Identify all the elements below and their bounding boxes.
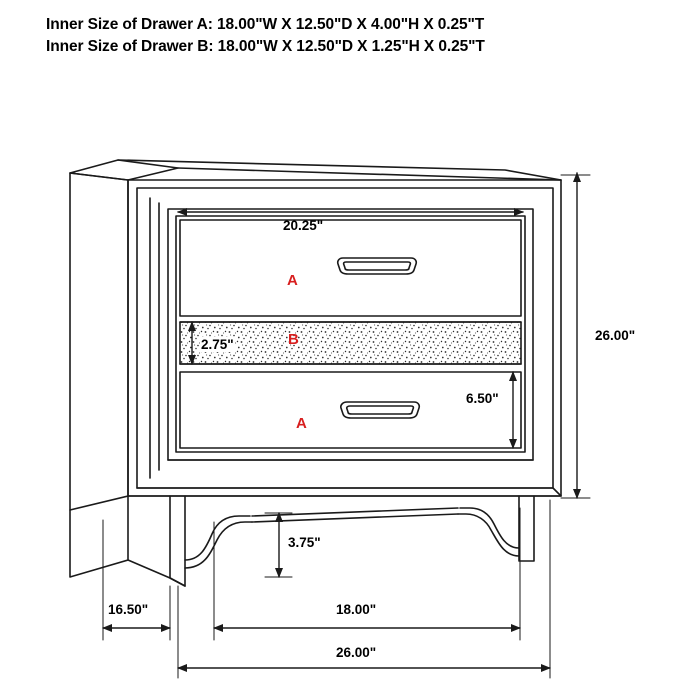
dimension-label-overall-width: 26.00" <box>336 645 377 660</box>
drawer-a-top-label: A <box>287 272 298 289</box>
drawer-b-label: B <box>288 331 299 348</box>
dimension-label-depth: 16.50" <box>108 602 149 617</box>
drawer-a-bottom-label: A <box>296 415 307 432</box>
header-line-2: Inner Size of Drawer B: 18.00"W X 12.50"D X 1.25"H X 0.25"T <box>46 38 485 56</box>
dimension-label-total-height: 26.00" <box>595 328 636 343</box>
dimension-label-drawer-b-height: 2.75" <box>201 337 234 352</box>
header-line-1: Inner Size of Drawer A: 18.00"W X 12.50"D X 4.00"H X 0.25"T <box>46 16 485 33</box>
dimension-label-drawer-a-height: 6.50" <box>466 391 499 406</box>
dimension-label-leg-height: 3.75" <box>288 535 321 550</box>
dimension-label-inner-width: 18.00" <box>336 602 377 617</box>
dimension-label-top-width: 20.25" <box>283 218 324 233</box>
